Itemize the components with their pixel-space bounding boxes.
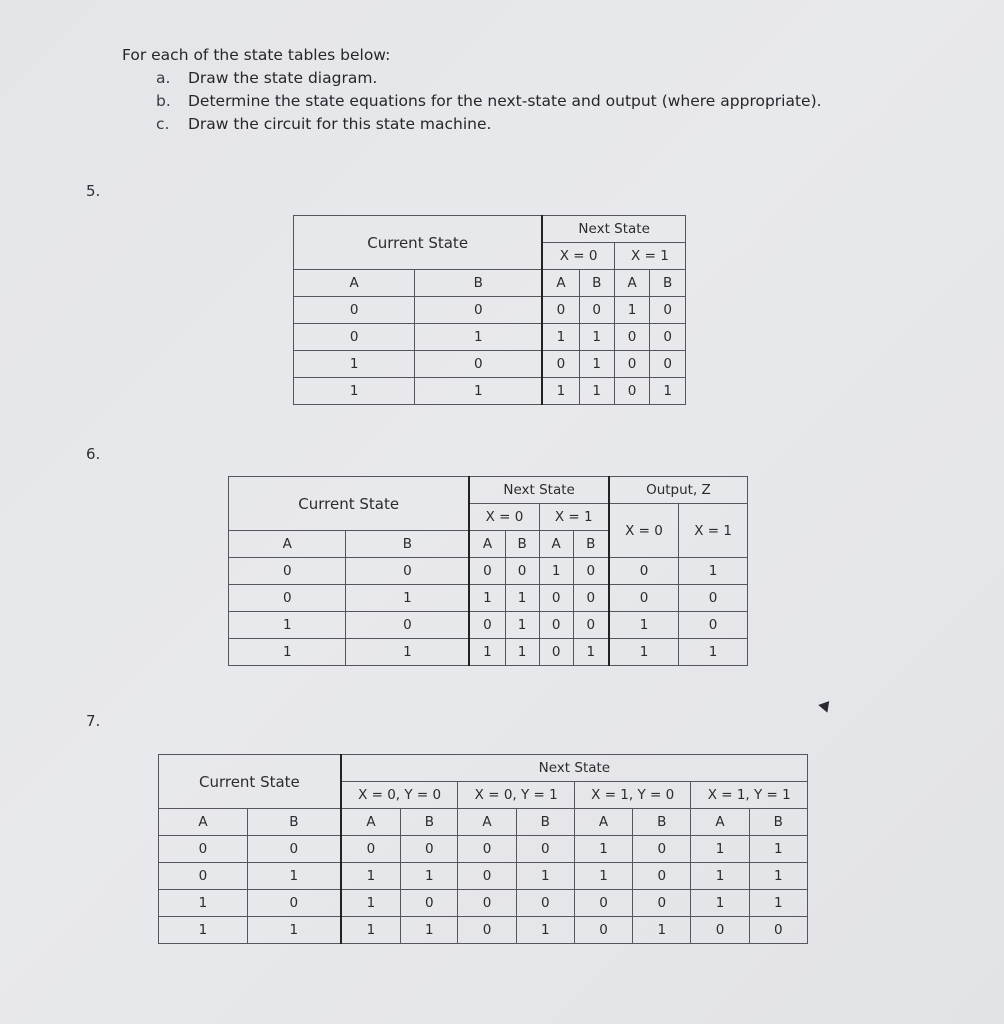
table-cell: 0 [650, 297, 686, 324]
table-cell: 1 [749, 836, 807, 863]
table-cell: 1 [609, 612, 679, 639]
table-cell: 0 [294, 324, 415, 351]
table-cell: 0 [516, 836, 574, 863]
instruction-text: Draw the state diagram. [188, 69, 378, 87]
table-cell: 0 [458, 836, 516, 863]
table-cell: 1 [573, 639, 609, 666]
q7-state-table [158, 754, 808, 944]
q7-col-b: B [749, 809, 807, 836]
table-cell: 0 [539, 639, 573, 666]
table-cell: 0 [573, 585, 609, 612]
q5-current-state-header: Current State [294, 216, 543, 270]
table-cell: 0 [415, 351, 542, 378]
q5-col-a: A [542, 270, 579, 297]
table-cell: 1 [609, 639, 679, 666]
q6-col-b: B [346, 531, 469, 558]
table-cell: 1 [505, 639, 539, 666]
q6-col-b: B [505, 531, 539, 558]
table-cell: 1 [247, 863, 340, 890]
q6-col-b: B [573, 531, 609, 558]
table-cell: 1 [650, 378, 686, 405]
table-cell: 0 [229, 585, 346, 612]
q7-x0y1-header: X = 0, Y = 1 [458, 782, 574, 809]
q6-output-header: Output, Z [609, 477, 748, 504]
table-cell: 1 [469, 585, 505, 612]
table-cell: 0 [401, 890, 458, 917]
instructions-heading: For each of the state tables below: [122, 46, 391, 64]
table-row [229, 585, 748, 612]
table-cell: 0 [573, 558, 609, 585]
table-cell: 1 [294, 351, 415, 378]
table-cell: 1 [505, 585, 539, 612]
table-cell: 0 [415, 297, 542, 324]
q6-next-state-header: Next State [469, 477, 608, 504]
table-cell: 0 [633, 836, 691, 863]
table-row [229, 558, 748, 585]
instruction-item [156, 67, 822, 90]
table-cell: 1 [341, 890, 401, 917]
q5-x0-header: X = 0 [542, 243, 614, 270]
table-cell: 1 [401, 917, 458, 944]
table-cell: 1 [574, 863, 632, 890]
q5-column-header-row [294, 270, 686, 297]
table-cell: 0 [469, 558, 505, 585]
table-cell: 0 [159, 863, 248, 890]
q6-next-x0-header: X = 0 [469, 504, 539, 531]
table-cell: 0 [229, 558, 346, 585]
table-cell: 0 [633, 863, 691, 890]
table-cell: 0 [573, 612, 609, 639]
table-cell: 1 [346, 585, 469, 612]
table-row [159, 863, 808, 890]
table-row [294, 324, 686, 351]
q6-col-a: A [469, 531, 505, 558]
instruction-text: Determine the state equations for the next-state and output (where appropriate). [188, 92, 822, 110]
table-cell: 0 [542, 351, 579, 378]
table-cell: 1 [346, 639, 469, 666]
instruction-item [156, 113, 822, 136]
table-cell: 0 [469, 612, 505, 639]
table-cell: 1 [294, 378, 415, 405]
table-cell: 1 [633, 917, 691, 944]
instruction-item [156, 90, 822, 113]
table-cell: 0 [650, 324, 686, 351]
table-cell: 0 [458, 917, 516, 944]
table-cell: 1 [341, 863, 401, 890]
table-cell: 1 [415, 378, 542, 405]
q7-x1y0-header: X = 1, Y = 0 [574, 782, 690, 809]
table-cell: 0 [633, 890, 691, 917]
table-cell: 0 [539, 585, 573, 612]
q7-current-state-header: Current State [159, 755, 341, 809]
table-cell: 1 [229, 612, 346, 639]
table-cell: 0 [516, 890, 574, 917]
table-cell: 1 [401, 863, 458, 890]
q5-col-a: A [614, 270, 650, 297]
table-cell: 0 [458, 890, 516, 917]
table-cell: 0 [505, 558, 539, 585]
table-row [229, 612, 748, 639]
q7-col-b: B [247, 809, 340, 836]
table-cell: 0 [574, 917, 632, 944]
q7-x1y1-header: X = 1, Y = 1 [691, 782, 808, 809]
question-6-number: 6. [86, 445, 101, 463]
q6-current-state-header: Current State [229, 477, 470, 531]
instruction-label: a. [156, 69, 171, 87]
table-row [229, 639, 748, 666]
table-cell: 0 [614, 378, 650, 405]
q6-state-table [228, 476, 748, 666]
table-cell: 1 [469, 639, 505, 666]
q7-col-a: A [341, 809, 401, 836]
table-cell: 1 [691, 836, 749, 863]
table-cell: 1 [505, 612, 539, 639]
table-cell: 1 [691, 863, 749, 890]
q5-col-a: A [294, 270, 415, 297]
q6-output-x1-header: X = 1 [679, 504, 748, 558]
q5-next-state-header: Next State [542, 216, 685, 243]
question-7-number: 7. [86, 712, 101, 730]
q5-col-b: B [415, 270, 542, 297]
table-cell: 0 [458, 863, 516, 890]
table-cell: 0 [650, 351, 686, 378]
q7-col-b: B [401, 809, 458, 836]
q7-col-a: A [691, 809, 749, 836]
table-cell: 0 [346, 558, 469, 585]
cursor-arrow-icon [818, 697, 834, 712]
q5-col-b: B [579, 270, 614, 297]
table-cell: 1 [159, 890, 248, 917]
q6-output-x0-header: X = 0 [609, 504, 679, 558]
table-cell: 0 [539, 612, 573, 639]
q5-state-table [293, 215, 686, 405]
table-cell: 1 [691, 890, 749, 917]
table-cell: 0 [247, 836, 340, 863]
q7-col-a: A [159, 809, 248, 836]
table-cell: 0 [679, 612, 748, 639]
q6-next-x1-header: X = 1 [539, 504, 609, 531]
table-cell: 0 [614, 351, 650, 378]
table-cell: 1 [516, 863, 574, 890]
table-cell: 0 [401, 836, 458, 863]
q7-next-state-header: Next State [341, 755, 808, 782]
table-cell: 1 [749, 863, 807, 890]
q7-column-header-row [159, 809, 808, 836]
table-cell: 0 [247, 890, 340, 917]
table-cell: 1 [749, 890, 807, 917]
table-row [294, 378, 686, 405]
instructions [122, 44, 822, 136]
table-cell: 1 [516, 917, 574, 944]
table-cell: 1 [542, 324, 579, 351]
table-cell: 0 [346, 612, 469, 639]
table-cell: 0 [679, 585, 748, 612]
table-cell: 0 [341, 836, 401, 863]
table-cell: 1 [679, 558, 748, 585]
q7-col-b: B [633, 809, 691, 836]
table-cell: 0 [159, 836, 248, 863]
q7-x0y0-header: X = 0, Y = 0 [341, 782, 458, 809]
q7-col-b: B [516, 809, 574, 836]
table-cell: 0 [609, 558, 679, 585]
instruction-label: b. [156, 92, 171, 110]
table-row [294, 351, 686, 378]
table-row [159, 890, 808, 917]
table-cell: 1 [542, 378, 579, 405]
q6-col-a: A [229, 531, 346, 558]
table-cell: 1 [247, 917, 340, 944]
table-row [159, 836, 808, 863]
q5-col-b: B [650, 270, 686, 297]
table-cell: 1 [579, 324, 614, 351]
table-cell: 0 [749, 917, 807, 944]
q7-col-a: A [574, 809, 632, 836]
question-5-number: 5. [86, 182, 101, 200]
q6-col-a: A [539, 531, 573, 558]
instruction-label: c. [156, 115, 170, 133]
q5-x1-header: X = 1 [614, 243, 685, 270]
table-cell: 1 [159, 917, 248, 944]
table-cell: 1 [614, 297, 650, 324]
table-cell: 0 [294, 297, 415, 324]
q7-col-a: A [458, 809, 516, 836]
table-cell: 0 [614, 324, 650, 351]
table-row [159, 917, 808, 944]
table-cell: 1 [229, 639, 346, 666]
table-cell: 1 [679, 639, 748, 666]
table-cell: 1 [341, 917, 401, 944]
table-cell: 1 [415, 324, 542, 351]
table-cell: 1 [579, 378, 614, 405]
table-cell: 0 [542, 297, 579, 324]
table-cell: 0 [574, 890, 632, 917]
table-cell: 1 [539, 558, 573, 585]
table-cell: 1 [574, 836, 632, 863]
table-cell: 0 [691, 917, 749, 944]
table-cell: 0 [579, 297, 614, 324]
instruction-text: Draw the circuit for this state machine. [188, 115, 492, 133]
table-row [294, 297, 686, 324]
table-cell: 1 [579, 351, 614, 378]
table-cell: 0 [609, 585, 679, 612]
